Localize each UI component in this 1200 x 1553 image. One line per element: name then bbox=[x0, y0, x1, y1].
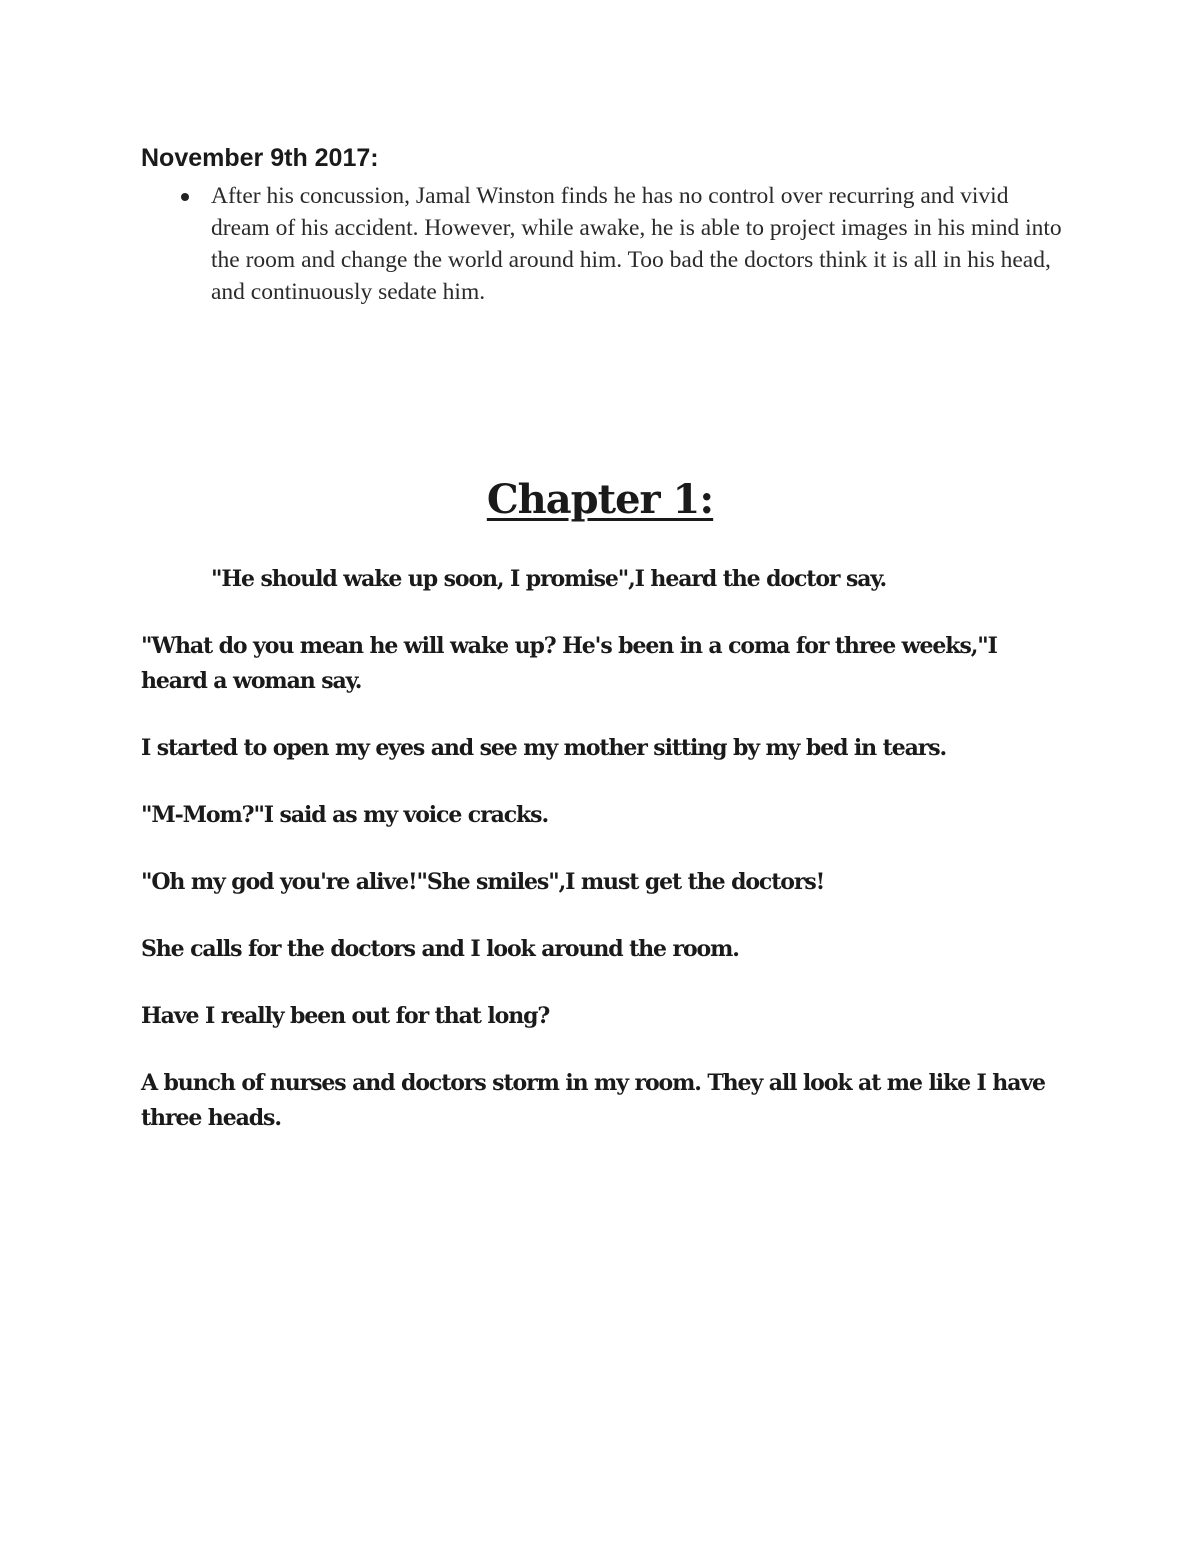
date-heading: November 9th 2017: bbox=[141, 144, 379, 172]
paragraph: I started to open my eyes and see my mother sitting by my bed in tears. bbox=[141, 735, 947, 761]
paragraph: She calls for the doctors and I look around the room. bbox=[141, 936, 739, 962]
paragraph: "M-Mom?"I said as my voice cracks. bbox=[141, 802, 549, 828]
summary-list bbox=[141, 180, 1071, 308]
paragraph: "Oh my god you're alive!"She smiles",I must get the doctors! bbox=[141, 869, 825, 895]
paragraph: "What do you mean he will wake up? He's been in a coma for three weeks,"I heard a woman say. bbox=[141, 633, 997, 694]
summary-text: After his concussion, Jamal Winston finds he has no control over recurring and vivid dream of his accident. However, while awake, he is able to project images in his mind into the room and change the world around him. Too bad the doctors think it is all in his head, and continuously sedate him. bbox=[211, 183, 1062, 305]
paragraph: Have I really been out for that long? bbox=[141, 1003, 550, 1029]
chapter-title: Chapter 1: bbox=[486, 476, 714, 523]
chapter-body bbox=[141, 562, 1061, 1168]
paragraph: "He should wake up soon, I promise",I heard the doctor say. bbox=[211, 566, 887, 592]
paragraph: A bunch of nurses and doctors storm in my room. They all look at me like I have three heads. bbox=[141, 1070, 1045, 1131]
bullet-icon bbox=[181, 193, 189, 201]
list-item bbox=[141, 180, 1071, 308]
